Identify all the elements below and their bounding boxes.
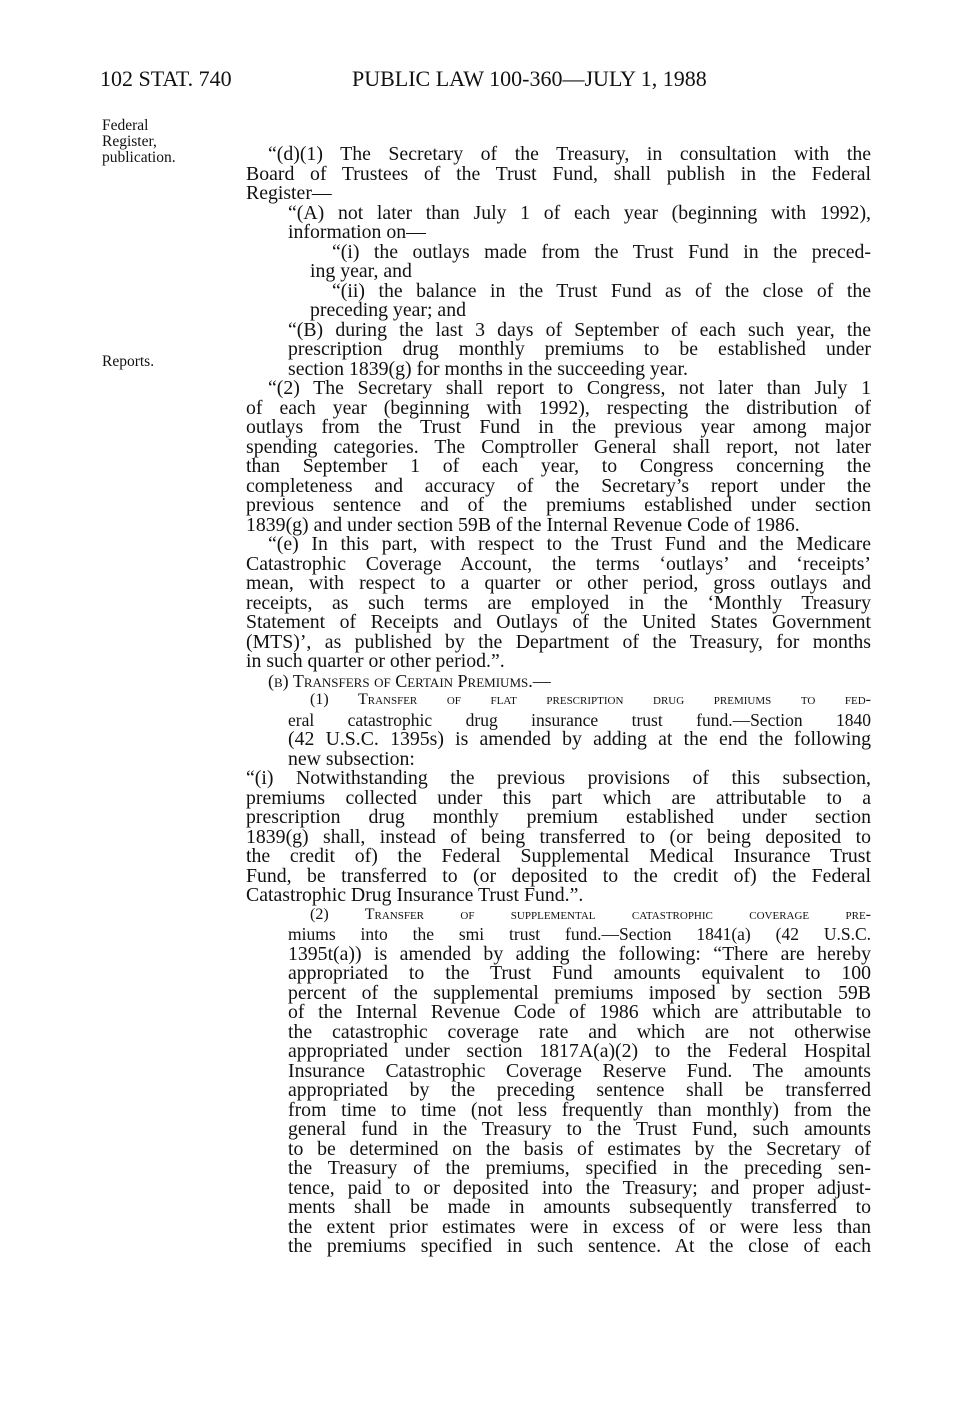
body-line: “(A) not later than July 1 of each year (beginning with 1992), bbox=[288, 202, 871, 224]
body-line: section 1839(g) for months in the succeeding year. bbox=[288, 358, 688, 380]
body-line: prescription drug monthly premiums to be established under bbox=[288, 338, 871, 360]
section-heading: (b) Transfers of Certain Premiums.— bbox=[268, 671, 551, 691]
body-line: Catastrophic Coverage Account, the terms ‘outlays’ and ‘receipts’ bbox=[246, 553, 871, 575]
body-line: “(e) In this part, with respect to the Trust Fund and the Medicare bbox=[268, 533, 871, 555]
body-line: previous sentence and of the premiums established under section bbox=[246, 494, 871, 516]
body-line: (MTS)’, as published by the Department of the Treasury, for months bbox=[246, 631, 871, 653]
body-line: Register— bbox=[246, 182, 332, 204]
body-line: outlays from the Trust Fund in the previous year among major bbox=[246, 416, 871, 438]
page-number: 102 STAT. 740 bbox=[100, 66, 232, 91]
body-line: tence, paid to or deposited into the Treasury; and proper adjust- bbox=[288, 1177, 871, 1199]
body-line: the Treasury of the premiums, specified in the preceding sen- bbox=[288, 1157, 871, 1179]
body-line: mean, with respect to a quarter or other period, gross outlays and bbox=[246, 572, 871, 594]
body-line: general fund in the Treasury to the Trust Fund, such amounts bbox=[288, 1118, 871, 1140]
margin-note-line: Register, bbox=[102, 133, 157, 150]
body-line: “(B) during the last 3 days of September of each such year, the bbox=[288, 319, 871, 341]
body-line: ments shall be made in amounts subsequently transferred to bbox=[288, 1196, 871, 1218]
body-line: in such quarter or other period.”. bbox=[246, 650, 505, 672]
body-line: Catastrophic Drug Insurance Trust Fund.”. bbox=[246, 884, 584, 906]
body-line: the credit of) the Federal Supplemental Medical Insurance Trust bbox=[246, 845, 871, 867]
body-line: “(d)(1) The Secretary of the Treasury, in consultation with the bbox=[268, 143, 871, 165]
body-line: Fund, be transferred to (or deposited to the credit of) the Federal bbox=[246, 865, 871, 887]
body-line: premiums collected under this part which are attributable to a bbox=[246, 787, 871, 809]
body-line: 1395t(a)) is amended by adding the following: “There are hereby bbox=[288, 943, 871, 965]
subsection-heading: (2) Transfer of supplemental catastrophic coverage pre- bbox=[310, 906, 871, 923]
body-line bbox=[288, 1256, 871, 1276]
body-line: the premiums specified in such sentence. At the close of each bbox=[288, 1235, 871, 1257]
body-line: appropriated to the Trust Fund amounts equivalent to 100 bbox=[288, 962, 871, 984]
body-line: Board of Trustees of the Trust Fund, shall publish in the Federal bbox=[246, 163, 871, 185]
body-line: 1839(g) shall, instead of being transferred to (or being deposited to bbox=[246, 826, 871, 848]
running-title: PUBLIC LAW 100-360—JULY 1, 1988 bbox=[352, 66, 707, 91]
body-line: “(i) Notwithstanding the previous provisions of this subsection, bbox=[246, 767, 871, 789]
body-line: appropriated under section 1817A(a)(2) to the Federal Hospital bbox=[288, 1040, 871, 1062]
margin-note-line: publication. bbox=[102, 149, 176, 166]
body-line: the catastrophic coverage rate and which are not otherwise bbox=[288, 1021, 871, 1043]
body-line: appropriated by the preceding sentence shall be transferred bbox=[288, 1079, 871, 1101]
body-line: from time to time (not less frequently than monthly) from the bbox=[288, 1099, 871, 1121]
subsection-heading: (1) Transfer of flat prescription drug premiums to fed- bbox=[310, 691, 871, 708]
body-line: the extent prior estimates were in excess of or were less than bbox=[288, 1216, 871, 1238]
body-line: prescription drug monthly premium established under section bbox=[246, 806, 871, 828]
body-line: “(2) The Secretary shall report to Congress, not later than July 1 bbox=[268, 377, 871, 399]
page-header bbox=[100, 66, 860, 94]
body-line: new subsection: bbox=[288, 748, 415, 770]
body-line: “(i) the outlays made from the Trust Fund in the preced- bbox=[332, 241, 871, 263]
body-line: spending categories. The Comptroller General shall report, not later bbox=[246, 436, 871, 458]
body-line: information on— bbox=[288, 221, 426, 243]
body-line: Insurance Catastrophic Coverage Reserve Fund. The amounts bbox=[288, 1060, 871, 1082]
margin-note-federal-register bbox=[102, 118, 232, 166]
body-line: percent of the supplemental premiums imposed by section 59B bbox=[288, 982, 871, 1004]
margin-note-line: Federal bbox=[102, 117, 149, 134]
body-line: 1839(g) and under section 59B of the Internal Revenue Code of 1986. bbox=[246, 514, 800, 536]
body-line: “(ii) the balance in the Trust Fund as of the close of the bbox=[332, 280, 871, 302]
body-line: completeness and accuracy of the Secretary’s report under the bbox=[246, 475, 871, 497]
body-line: preceding year; and bbox=[310, 299, 466, 321]
body-line: Statement of Receipts and Outlays of the United States Government bbox=[246, 611, 871, 633]
margin-note-reports bbox=[102, 354, 232, 370]
body-line: ing year, and bbox=[310, 260, 412, 282]
body-line: miums into the smi trust fund.—Section 1841(a) (42 U.S.C. bbox=[288, 924, 871, 944]
body-line: of each year (beginning with 1992), respecting the distribution of bbox=[246, 397, 871, 419]
body-line: receipts, as such terms are employed in the ‘Monthly Treasury bbox=[246, 592, 871, 614]
margin-note-line: Reports. bbox=[102, 353, 155, 370]
body-line: (42 U.S.C. 1395s) is amended by adding at the end the following bbox=[288, 728, 871, 750]
body-line: to be determined on the basis of estimates by the Secretary of bbox=[288, 1138, 871, 1160]
body-line: eral catastrophic drug insurance trust fund.—Section 1840 bbox=[288, 710, 871, 730]
body-line: than September 1 of each year, to Congress concerning the bbox=[246, 455, 871, 477]
body-line: of the Internal Revenue Code of 1986 which are attributable to bbox=[288, 1001, 871, 1023]
